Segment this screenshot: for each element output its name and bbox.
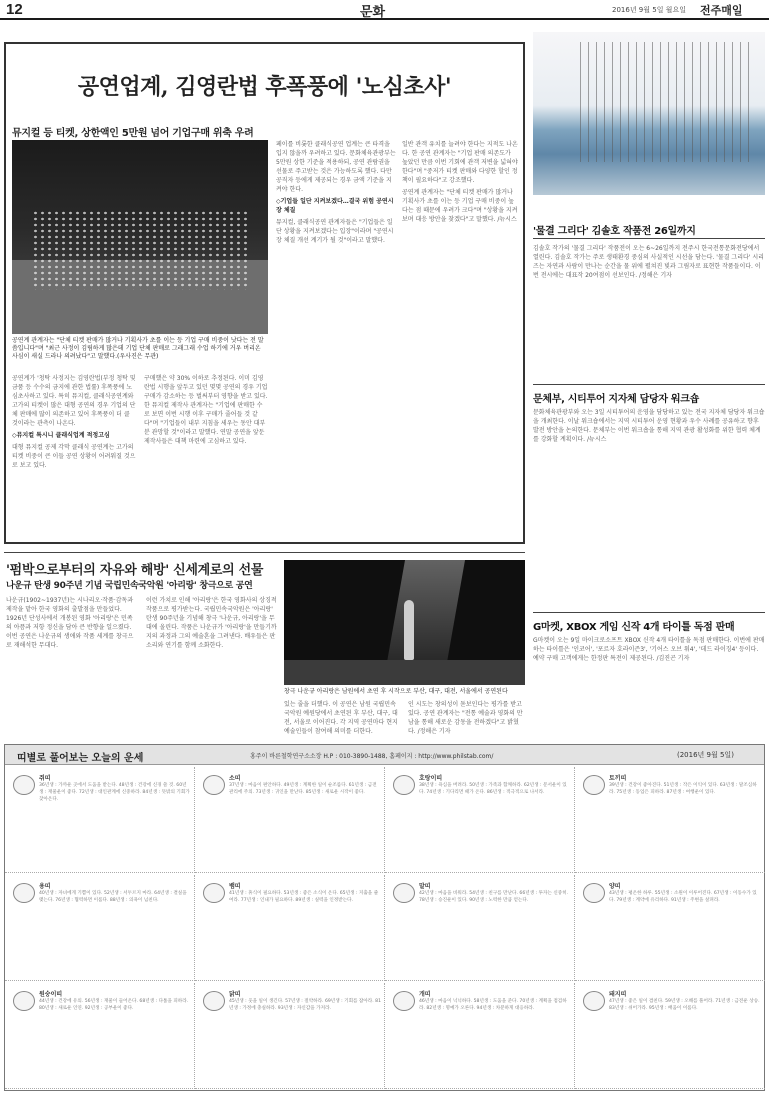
stage-photo-caption: 창극 나운규 아리랑은 남원에서 초연 후 시작으로 부산, 대구, 대전, 서울에서 공연된다 — [284, 688, 508, 695]
sheep-icon — [583, 883, 605, 903]
fortune-zodiac-name: 돼지띠 — [609, 991, 627, 998]
fortune-zodiac-text: 47년생 : 좋은 일이 겹친다. 59년생 : 오해를 풀어라. 71년생 : 금전운 상승. 83년생 : 쉬어가라. 95년생 : 배움이 이롭다. — [609, 999, 760, 1011]
tiger-icon — [393, 775, 415, 795]
art-exhibit-body: 김솔호 작가의 '물결 그리다' 작품전이 오는 6~26일까지 전주시 한국전통문화전당에서 열린다. 김솔호 작가는 주로 생태환경 중심의 사실적인 시선을 담는다. '물결 그리다' 시리즈는 자연과 사람이 만나는 순간을 물 위에 펼쳐진 빛과 그림자로 표현한 작품들이다. 이번 전시에는 대표작 20여점이 선보인다. /정해은 기자 — [533, 245, 764, 279]
fortune-zodiac-name: 호랑이띠 — [419, 775, 443, 782]
arirang-column-2: 이런 가치로 인해 '아리랑'은 한국 영화사의 상징적 작품으로 평가받는다. 국립민속국악원은 '아리랑' 탄생 90주년을 기념해 창극 '나운규, 아리랑'을 무대에 올린다. 작품은 나운규가 '아리랑'을 만들기까지의 과정과 그의 예술혼을 그려낸다. 배우들은 판소리와 연기를 함께 소화한다. — [146, 597, 277, 649]
fortune-zodiac-text: 39년생 : 건강이 좋아진다. 51년생 : 작은 이익이 있다. 63년생 : 말조심하라. 75년생 : 동업은 피하라. 87년생 : 여행운이 있다. — [609, 783, 757, 795]
lead-headline: 공연업계, 김영란법 후폭풍에 '노심초사' — [77, 74, 452, 100]
fortune-zodiac-name: 말띠 — [419, 883, 431, 890]
fortune-cell — [5, 983, 195, 1089]
arirang-column-3: 있는 줄을 더했다. 이 공연은 남원 국립민속국악원 예원당에서 초연된 후 부산, 대구, 대전, 서울로 이어진다. 각 지역 공연마다 현지 예술인들이 참여해 의미를 더한다. — [284, 701, 398, 735]
rooster-icon — [203, 991, 225, 1011]
arirang-subhead: 나운규 탄생 90주년 기념 국립민속국악원 '아리랑' 창극으로 공연 — [6, 581, 253, 591]
lead-col3-subheading: ◇기업들 일단 지켜보겠다…결국 위험 공연시장 체질 — [276, 198, 394, 214]
rat-icon — [13, 775, 35, 795]
lead-subhead: 뮤지컬 등 티켓, 상한액인 5만원 넘어 기업구매 위축 우려 — [12, 128, 254, 139]
page-number: 12 — [6, 1, 23, 18]
fortune-cell — [195, 875, 385, 981]
stage-performance-photo — [284, 560, 525, 685]
lead-col1-body: 공연계가 '청탁 사정지는 김영란법(부정 청탁 및 금품 등 수수의 금지에 관한 법률) 후폭풍에 노심초사하고 있다. 특히 뮤지컬, 클래식공연계와 고가의 티켓이 많은 대형 공연의 경우 기업의 단체 판매에 많이 의존하고 있어 후폭풍이 더 클 것이라는 관측이 나온다. — [12, 375, 136, 427]
citytour-headline: 문체부, 시티투어 지자체 담당자 워크숍 — [533, 394, 699, 405]
orchestra-photo-caption: 공연계 관계자는 "단체 티켓 판매가 많거나 기획사가 초를 이는 등 기업 구매 비중이 낫다는 전 말씀입니다"며 "최근 사정이 김림하게 많은데 기업 단체 판매로 그래그래 수업 하기에 거우 버리온 사심이 새실 드라나 의려났다"고 말했다.(우사진은 무관) — [12, 337, 264, 360]
lead-col4-body: 일반 관객 유치를 늘려야 한다는 지적도 나온다. 한 공연 관계자는 "기업 판매 의존도가 높았던 만큼 이번 기회에 관객 저변을 넓혀야 한다"며 "중저가 티켓 판매와 다양한 할인 정책이 필요하다"고 강조했다. — [402, 141, 518, 184]
fortune-cell — [575, 875, 765, 981]
fortune-cell — [195, 983, 385, 1089]
lake-artwork-photo — [533, 32, 765, 195]
lead-col3-body: 페이를 비롯한 클래식공연 업계는 큰 타격을 입지 않을까 우려하고 있다. 문화체육관광부는 5만원 상한 기준을 적용하되, 공연 관람권을 선물로 주고받는 것은 가능하도록 했다. 다만 공직자 등에게 제공되는 경우 금액 기준을 지켜야 한다. — [276, 141, 396, 193]
lead-col1-tail: 대형 뮤지컬 공제 각막 클래식 공연계는 고가의 티켓 비중이 큰 이들 공연 상황이 어려워질 것으로 보고 있다. — [12, 444, 136, 469]
fortune-zodiac-text: 37년생 : 마음이 편안하다. 49년생 : 계획한 일이 순조롭다. 61년생 : 금전 관리에 주의. 73년생 : 귀인을 만난다. 85년생 : 새로운 시작이 좋다. — [229, 783, 377, 795]
fortune-cell — [5, 875, 195, 981]
dog-icon — [393, 991, 415, 1011]
fortune-cell — [385, 875, 575, 981]
fortune-zodiac-name: 원숭이띠 — [39, 991, 63, 998]
fortune-zodiac-name: 소띠 — [229, 775, 241, 782]
gmarket-body: G마켓이 오는 9일 마이크로소프트 XBOX 신작 4개 타이틀을 독점 판매한다. 이번에 판매하는 타이틀은 '인코어', '포르자 호라이즌3', '기어스 오브 워4', '데드 라이징4' 등이다. 예약 구매 고객에게는 한정판 특전이 제공된다. /김진곤 기자 — [533, 637, 765, 662]
ox-icon — [203, 775, 225, 795]
fortune-cell — [195, 767, 385, 873]
lead-col1-subheading: ◇뮤지컬 특시니 클래식업계 적정고심 — [12, 432, 110, 439]
fortune-zodiac-text: 40년생 : 자녀에게 기쁨이 있다. 52년생 : 서두르지 마라. 64년생 : 결실을 맺는다. 76년생 : 협력하면 이롭다. 88년생 : 의욕이 넘친다. — [39, 891, 187, 903]
lead-column-3 — [276, 140, 396, 540]
fortune-title: 띠별로 풀어보는 오늘의 운세 — [17, 753, 144, 764]
lead-col2-body: 구매했은 약 30% 이하로 추정된다. 이미 김영란법 시행을 앞두고 있던 몇몇 공연의 경우 기업 구매가 감소하는 등 벌써부터 영향을 받고 있다. 한 뮤지컬 제작사 관계자는 "기업에 판매한 수로 보면 이번 시행 이후 구매가 줄어들 것 같다"며 "기업들이 내부 지침을 세우는 동안 대부분 관망할 것"이라고 말했다. 연말 공연을 앞둔 제작사들은 대책 마련에 고심하고 있다. — [144, 375, 268, 445]
snake-icon — [203, 883, 225, 903]
fortune-date: (2016년 9월 5일) — [677, 751, 734, 759]
pig-icon — [583, 991, 605, 1011]
fortune-zodiac-text: 42년생 : 마음을 비워라. 54년생 : 친구를 만난다. 66년생 : 투자는 신중히. 78년생 : 승진운이 있다. 90년생 : 노력한 만큼 얻는다. — [419, 891, 569, 903]
fortune-zodiac-text: 41년생 : 휴식이 필요하다. 53년생 : 좋은 소식이 온다. 65년생 : 지출을 줄여라. 77년생 : 인내가 필요하다. 89년생 : 실력을 인정받는다. — [229, 891, 379, 903]
dragon-icon — [13, 883, 35, 903]
fortune-header — [5, 745, 764, 765]
lead-column-2 — [144, 374, 268, 540]
lead-col4-tail: 공연계 관계자는 "단체 티켓 판매가 많거나 기획사가 초를 이는 등 기업 구매 비중이 높다는 점 때문에 우려가 크다"며 "상황을 지켜보며 대응 방안을 찾겠다"고 말했다. /뉴시스 — [402, 189, 518, 223]
fortune-zodiac-name: 쥐띠 — [39, 775, 51, 782]
fortune-zodiac-name: 개띠 — [419, 991, 431, 998]
fortune-cell — [575, 767, 765, 873]
daily-fortune-box — [4, 744, 765, 1091]
gmarket-headline: G마켓, XBOX 게임 신작 4개 타이틀 독점 판매 — [533, 622, 735, 633]
arirang-headline: '펌박으로부터의 자유와 해방' 신세계로의 선물 — [6, 563, 264, 578]
fortune-zodiac-text: 36년생 : 가까운 곳에서 도움을 받는다. 48년생 : 건강에 신경 쓸 것. 60년생 : 재물운이 좋다. 72년생 : 대인관계에 신중하라. 84년생 : 뜻밖의 기회가 찾아온다. — [39, 783, 190, 802]
newspaper-name: 전주매일 — [700, 4, 743, 17]
orchestra-photo — [12, 140, 268, 334]
fortune-cell — [385, 983, 575, 1089]
horse-icon — [393, 883, 415, 903]
fortune-zodiac-text: 38년생 : 욕심을 버려라. 50년생 : 가족과 함께하라. 62년생 : 문서운이 있다. 74년생 : 기다리면 때가 온다. 86년생 : 적극적으로 나서라. — [419, 783, 567, 795]
fortune-cell — [5, 767, 195, 873]
fortune-zodiac-name: 양띠 — [609, 883, 621, 890]
art-exhibit-headline: '물결 그리다' 김솔호 작품전 26일까지 — [533, 226, 696, 237]
lead-column-4 — [402, 140, 518, 540]
arirang-column-4: 인 시도는 창의성이 돋보인다는 평가를 받고 있다. 공연 관계자는 "전통 예술과 영화의 만남을 통해 새로운 감동을 전하겠다"고 밝혔다. /정해은 기자 — [408, 701, 523, 735]
fortune-zodiac-name: 닭띠 — [229, 991, 241, 998]
citytour-body: 문화체육관광부와 오는 3일 시티투어의 운영을 담당하고 있는 전국 지자체 담당자 워크숍을 개최한다. 이날 워크숍에서는 지역 시티투어 운영 현황과 우수 사례를 공유하고 향후 발전 방안을 논의한다. 문체부는 이번 워크숍을 통해 지역 관광 활성화를 위한 협력 체계를 강화할 계획이다. /뉴시스 — [533, 409, 765, 443]
page-header — [0, 0, 769, 20]
rabbit-icon — [583, 775, 605, 795]
fortune-zodiac-text: 44년생 : 건강에 유의. 56년생 : 재물이 들어온다. 68년생 : 다툼을 피하라. 80년생 : 새로운 인연. 92년생 : 공부운이 좋다. — [39, 999, 189, 1011]
fortune-cell — [575, 983, 765, 1089]
fortune-zodiac-text: 43년생 : 평온한 하루. 55년생 : 소원이 이루어진다. 67년생 : 이동수가 있다. 79년생 : 계약에 유리하다. 91년생 : 주변을 살펴라. — [609, 891, 757, 903]
monkey-icon — [13, 991, 35, 1011]
fortune-zodiac-text: 46년생 : 마음이 넉넉하다. 58년생 : 도움을 준다. 70년생 : 계획을 점검하라. 82년생 : 명예가 오른다. 94년생 : 차분하게 대응하라. — [419, 999, 567, 1011]
arirang-column-1: 나운규(1902~1937년)는 시나리오·작품·감독과 제작을 맡아 한국 영화의 출발점을 만들었다. 1926년 단성사에서 개봉된 영화 '아리랑'은 민족의 아픔과 저항 정신을 담아 큰 반향을 일으켰다. 이번 공연은 나운규의 생애와 작품 세계를 창극으로 재해석한 무대다. — [6, 597, 134, 649]
issue-date: 2016년 9월 5일 월요일 — [612, 6, 686, 14]
section-name: 문화 — [360, 5, 386, 20]
fortune-zodiac-name: 뱀띠 — [229, 883, 241, 890]
fortune-zodiac-name: 용띠 — [39, 883, 51, 890]
lead-col3-tail: 뮤지컬, 클래식공연 관계자들은 "기업들은 일단 상황을 지켜보겠다는 입장"이라며 "공연시장 체질 개선 계기가 될 것"이라고 말했다. — [276, 219, 394, 244]
fortune-zodiac-text: 45년생 : 웃을 일이 생긴다. 57년생 : 절약하라. 69년생 : 기회를 잡아라. 81년생 : 가정에 충실하라. 93년생 : 자신감을 가져라. — [229, 999, 381, 1011]
fortune-cell — [385, 767, 575, 873]
lead-column-1 — [12, 374, 136, 540]
fortune-source: 홍주이 바른철학연구소소장 H.P : 010-3890-1488, 홈페이지 : http://www.philstab.com/ — [250, 753, 494, 760]
lead-article-box — [4, 42, 525, 544]
fortune-zodiac-name: 토끼띠 — [609, 775, 627, 782]
